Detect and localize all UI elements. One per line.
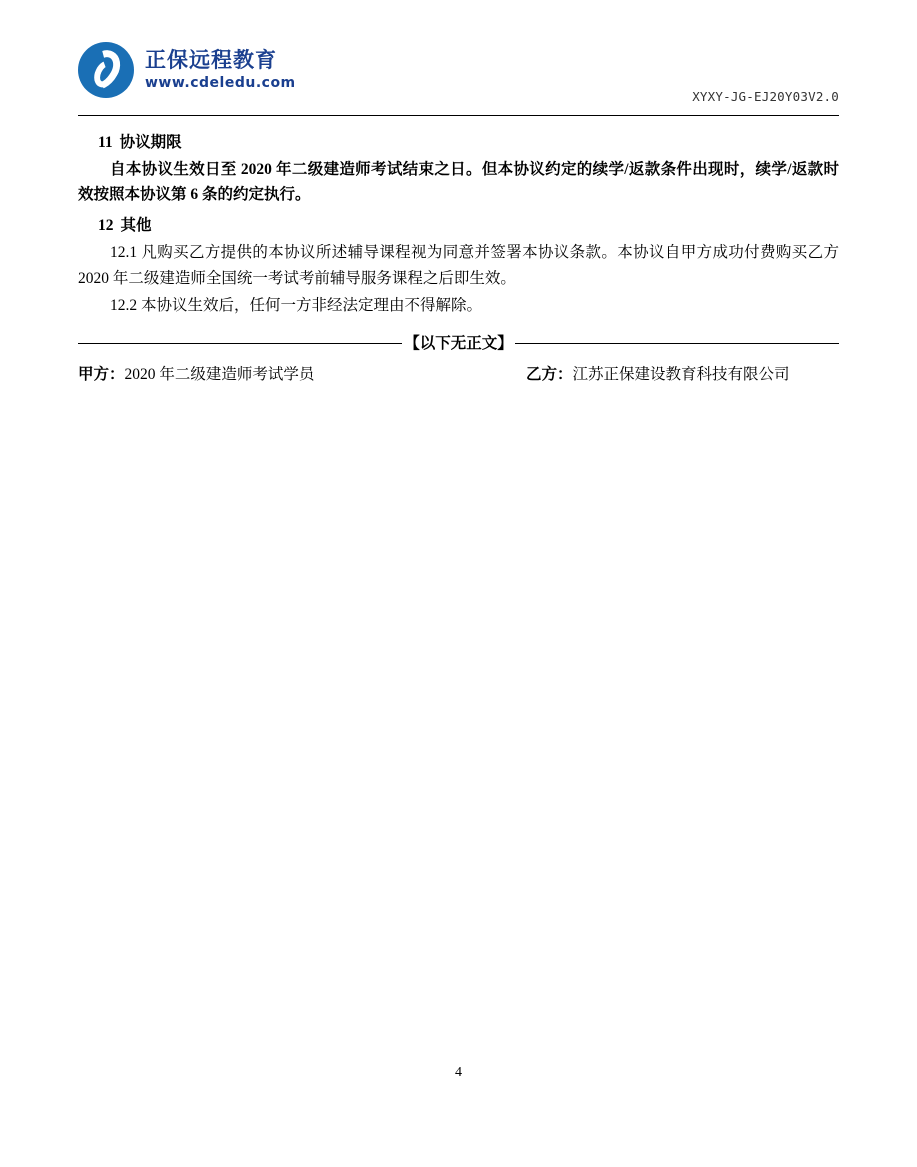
section-12-paragraph-1: 12.1 凡购买乙方提供的本协议所述辅导课程视为同意并签署本协议条款。本协议自甲方成功付费购买乙方 2020 年二级建造师全国统一考试考前辅导服务课程之后即生效。 bbox=[78, 244, 839, 287]
party-a-value: 2020 年二级建造师考试学员 bbox=[124, 365, 315, 383]
party-b-label: 乙方： bbox=[526, 365, 573, 383]
document-header bbox=[78, 38, 839, 116]
party-a-label: 甲方： bbox=[78, 365, 125, 383]
document-page bbox=[0, 38, 917, 1167]
brand-logo bbox=[78, 38, 296, 102]
document-body bbox=[78, 130, 839, 387]
section-number-11: 11 bbox=[98, 134, 113, 151]
document-code: XYXY-JG-EJ20Y03V2.0 bbox=[692, 89, 839, 104]
logo-website: www.cdeledu.com bbox=[145, 75, 296, 92]
header-divider bbox=[78, 115, 839, 116]
page-number: 4 bbox=[455, 1065, 462, 1080]
section-12-paragraph-2: 12.2 本协议生效后，任何一方非经法定理由不得解除。 bbox=[110, 296, 483, 314]
party-a-block bbox=[78, 362, 526, 387]
divider-line-right bbox=[515, 343, 839, 344]
section-number-12: 12 bbox=[98, 217, 114, 235]
section-title-12: 其他 bbox=[120, 217, 152, 235]
section-title-11: 协议期限 bbox=[119, 134, 182, 151]
signature-row bbox=[78, 362, 839, 387]
party-b-block bbox=[526, 362, 839, 387]
party-b-value: 江苏正保建设教育科技有限公司 bbox=[572, 365, 790, 383]
section-heading-11 bbox=[78, 130, 839, 155]
section-11-paragraph-1: 自本协议生效日至 2020 年二级建造师考试结束之日。但本协议约定的续学/返款条件出现时，续学/返款时效按照本协议第 6 条的约定执行。 bbox=[78, 161, 839, 204]
divider-label: 【以下无正文】 bbox=[404, 334, 513, 352]
divider-line-left bbox=[78, 343, 402, 344]
section-heading-12 bbox=[78, 213, 839, 238]
logo-icon bbox=[78, 42, 134, 98]
logo-text-block bbox=[145, 49, 296, 91]
logo-title: 正保远程教育 bbox=[145, 48, 277, 73]
no-text-below-divider bbox=[78, 331, 839, 356]
